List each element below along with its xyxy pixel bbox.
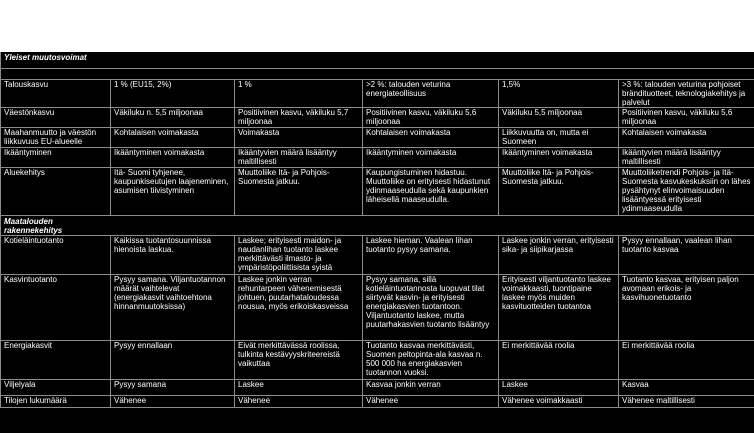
table-cell: >2 %: talouden veturina energiateollisuus xyxy=(363,79,499,107)
table-cell: Laskee xyxy=(499,379,619,395)
table-cell: Positiivinen kasvu, väkiluku 5,6 miljoonaa xyxy=(363,107,499,127)
row-label: Ikääntyminen xyxy=(1,147,111,167)
table-row xyxy=(1,79,754,107)
table-cell: Muuttoliiketrendi Pohjois- ja Itä-Suomesta kasvukeskuksiin on lähes pysähtynyt elinvoimaisuuden lisääntyessä erityisesti ydinmaaseudulla xyxy=(619,167,754,215)
table-cell: Vähenee voimakkaasti xyxy=(499,395,619,407)
table-cell: Ikääntyvien määrä lisääntyy maltillisesti xyxy=(235,147,363,167)
table-cell: Laskee jonkin verran rehuntarpeen vähenemisestä johtuen, puutarhataloudessa nousua, myös erikoiskasveissa xyxy=(235,274,363,340)
table-cell: Kohtalaisen voimakasta xyxy=(363,127,499,147)
spacer-row xyxy=(1,68,754,79)
section-title-text: Maatalouden rakennekehitys xyxy=(4,216,63,235)
slide xyxy=(0,52,754,433)
table-row xyxy=(1,379,754,395)
table-cell: Pysyy samana. Viljantuotannon määrät vaihtelevat (energiakasvit vaihtoehtona hinnanmuutoksissa) xyxy=(111,274,235,340)
table-cell: Ikääntyminen voimakasta xyxy=(499,147,619,167)
section-header-row xyxy=(1,52,754,68)
table-row xyxy=(1,127,754,147)
table-cell: Positiivinen kasvu, väkiluku 5,6 miljoonaa xyxy=(619,107,754,127)
table-cell: Pysyy samana, sillä kotieläintuotannosta luopuvat tilat siirtyvät kasvin- ja erityisesti energiakasvien tuotantoon. Viljantuotanto laskee, mutta puutarhakasvien tuotanto lisääntyy xyxy=(363,274,499,340)
table-cell: Tuotanto kasvaa merkittävästi, Suomen peltopinta-ala kasvaa n. 500 000 ha energiakasvien tuotannon vuoksi. xyxy=(363,340,499,379)
row-label: Väestönkasvu xyxy=(1,107,111,127)
table-cell: Ikääntyminen voimakasta xyxy=(363,147,499,167)
table-cell: 1 % xyxy=(235,79,363,107)
section-title xyxy=(1,215,754,235)
table-cell: Ei merkittävää roolia xyxy=(499,340,619,379)
row-label: Maahanmuutto ja väestön liikkuvuus EU-alueelle xyxy=(1,127,111,147)
section-header-row xyxy=(1,215,754,235)
table-cell: Erityisesti viljantuotanto laskee voimakkaasti, tuontipaine laskee myös muiden kasvituotteiden tuotantoa xyxy=(499,274,619,340)
table-cell: Tuotanto kasvaa, erityisen paljon avomaan erikois- ja kasvihuonetuotanto xyxy=(619,274,754,340)
table-cell: Ei merkittävää roolia xyxy=(619,340,754,379)
table-cell: Laskee; erityisesti maidon- ja naudanlihan tuotanto laskee merkittävästi ilmasto- ja ympäristöpoliittisista syistä xyxy=(235,235,363,274)
spacer-cell xyxy=(1,68,754,79)
section-title: Yleiset muutosvoimat xyxy=(1,52,754,68)
table-cell: Väkiluku n. 5,5 miljoonaa xyxy=(111,107,235,127)
table-row xyxy=(1,107,754,127)
table-row xyxy=(1,147,754,167)
table-cell: Vähenee maltillisesti xyxy=(619,395,754,407)
table-cell: Kaupungistuminen hidastuu. Muuttoliike on erityisesti hidastunut ydinmaaseudulla sekä kaupunkien läheisellä maaseudulla. xyxy=(363,167,499,215)
table-cell: Laskee jonkin verran, erityisesti sika- ja siipikarjassa xyxy=(499,235,619,274)
table-cell: Pysyy ennallaan xyxy=(111,340,235,379)
table-cell: Kohtalaisen voimakasta xyxy=(111,127,235,147)
table-cell: >3 %: talouden veturina pohjoiset brändituotteet, teknologiakehitys ja palvelut xyxy=(619,79,754,107)
table-cell: Laskee hieman. Vaalean lihan tuotanto pysyy samana. xyxy=(363,235,499,274)
table-cell: Muuttoliike Itä- ja Pohjois-Suomesta jatkuu. xyxy=(499,167,619,215)
row-label: Energiakasvit xyxy=(1,340,111,379)
table-cell: Kasvaa jonkin verran xyxy=(363,379,499,395)
table-cell: Itä- Suomi tyhjenee, kaupunkiseutujen laajeneminen, asumisen tiivistyminen xyxy=(111,167,235,215)
table-cell: Ikääntyvien määrä lisääntyy maltillisesti xyxy=(619,147,754,167)
row-label: Aluekehitys xyxy=(1,167,111,215)
row-label: Tilojen lukumäärä xyxy=(1,395,111,407)
table-cell: Positiivinen kasvu, väkiluku 5,7 miljoonaa xyxy=(235,107,363,127)
table-cell: Pysyy samana xyxy=(111,379,235,395)
table-cell: Vähenee xyxy=(111,395,235,407)
table-cell: Pysyy ennallaan, vaalean lihan tuotanto kasvaa xyxy=(619,235,754,274)
table-cell: Väkiluku 5,5 miljoonaa xyxy=(499,107,619,127)
table-row xyxy=(1,167,754,215)
table-cell: Ikääntyminen voimakasta xyxy=(111,147,235,167)
table-row xyxy=(1,235,754,274)
row-label: Kotieläintuotanto xyxy=(1,235,111,274)
table-cell: Liikkuvuutta on, mutta ei Suomeen xyxy=(499,127,619,147)
table-row xyxy=(1,340,754,379)
table-cell: Eivät merkittävässä roolissa, tulkinta kestävyyskriteereistä vaikuttaa xyxy=(235,340,363,379)
table-cell: Kaikissa tuotantosuunnissa hienoista laskua. xyxy=(111,235,235,274)
table-cell: Muuttoliike Itä- ja Pohjois-Suomesta jatkuu. xyxy=(235,167,363,215)
row-label: Talouskasvu xyxy=(1,79,111,107)
table-cell: 1,5% xyxy=(499,79,619,107)
table-cell: Voimakasta xyxy=(235,127,363,147)
table-row xyxy=(1,395,754,407)
table-cell: Vähenee xyxy=(235,395,363,407)
scenario-table xyxy=(0,52,754,408)
row-label: Viljelyala xyxy=(1,379,111,395)
table-cell: Kasvaa xyxy=(619,379,754,395)
table-cell: Kohtalaisen voimakasta xyxy=(619,127,754,147)
table-row xyxy=(1,274,754,340)
row-label: Kasvintuotanto xyxy=(1,274,111,340)
table-cell: 1 % (EU15, 2%) xyxy=(111,79,235,107)
table-cell: Vähenee xyxy=(363,395,499,407)
table-cell: Laskee xyxy=(235,379,363,395)
